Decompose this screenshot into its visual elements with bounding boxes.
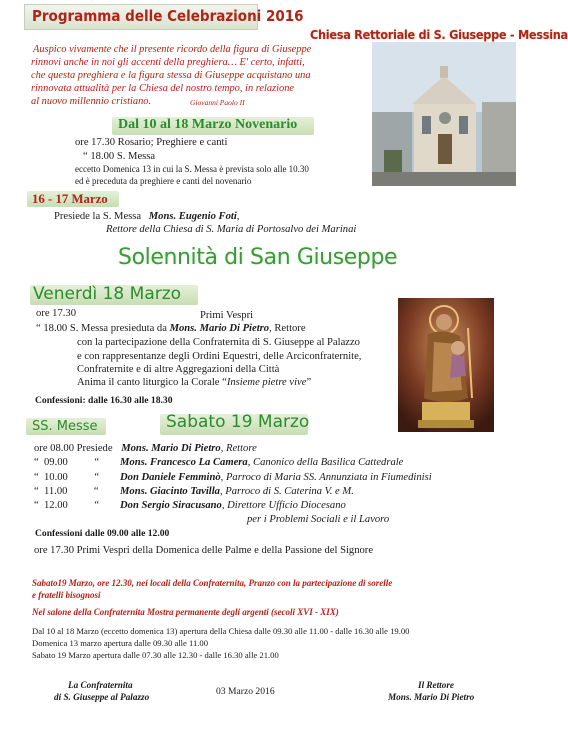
novena-note-1: eccetto Domenica 13 in cui la S. Messa è prevista solo alle 10.30	[75, 164, 309, 174]
opening-hours-1: Dal 10 al 18 Marzo (eccetto domenica 13) apertura della Chiesa dalle 09.30 alle 11.00 - dalle 16.30 alle 19.00	[32, 626, 410, 636]
mass-role-continued: per i Problemi Sociali e il Lavoro	[247, 514, 390, 525]
quote-line-3: che questa preghiera e la figura stessa di Giuseppe acquistano una	[31, 70, 311, 81]
solemnity-title: Solennità di San Giuseppe	[118, 245, 398, 270]
church-photo	[372, 42, 516, 186]
days16-17-presiede: Presiede la S. Messa Mons. Eugenio Foti,	[54, 211, 240, 222]
saturday-heading: Sabato 19 Marzo	[166, 412, 310, 432]
mass-time: “ 10.00 “	[34, 472, 100, 483]
friday-line-4: e con rappresentanze degli Ordini Equestri, delle Arciconfraternite,	[77, 351, 362, 362]
friday-line-3: con la partecipazione della Confraternita di S. Giuseppe al Palazzo	[77, 337, 360, 348]
novena-note-2: ed è preceduta da preghiere e canti del novenario	[75, 176, 252, 186]
friday-confessions: Confessioni: dalle 16.30 alle 18.30	[35, 395, 173, 406]
choir-prefix: Anima il canto liturgico la Corale “	[77, 377, 227, 388]
novena-heading: Dal 10 al 18 Marzo Novenario	[118, 117, 298, 132]
footer-rector-title: Il Rettore	[418, 680, 454, 690]
mass-row-1200	[34, 500, 346, 511]
days16-17-rettore: Rettore della Chiesa di S. Maria di Portosalvo dei Marinai	[106, 224, 357, 235]
mass-role: , Canonico della Basilica Cattedrale	[247, 457, 404, 468]
friday-heading: Venerdì 18 Marzo	[33, 284, 182, 304]
friday-choir	[77, 377, 311, 388]
mass-celebrant: Mons. Francesco La Camera	[120, 457, 248, 468]
mass-role: , Direttore Ufficio Diocesano	[221, 500, 346, 511]
mass-role: , Rettore	[220, 443, 257, 454]
mass-role: , Parroco di Maria SS. Annunziata in Fiumedinisi	[220, 472, 432, 483]
mass-row-1000	[34, 472, 432, 483]
footer-confraternity-1: La Confraternita	[68, 680, 133, 690]
friday-line-5: Confraternite e di altre Aggregazioni della Città	[77, 364, 280, 375]
footer-confraternity-2: di S. Giuseppe al Palazzo	[54, 692, 150, 702]
friday-mass	[36, 323, 306, 334]
mass-time: “ 11.00 “	[34, 486, 99, 497]
quote-line-1: Auspico vivamente che il presente ricordo della figura di Giuseppe	[33, 44, 312, 55]
mass-time: “ 12.00 “	[34, 500, 100, 511]
church-name: Chiesa Rettoriale di S. Giuseppe - Messina	[310, 27, 568, 42]
exhibit-notice: Nel salone della Confraternita Mostra permanente degli argenti (secoli XVI - XIX)	[32, 607, 339, 617]
mass-row-1100	[34, 486, 354, 497]
mass-celebrant: Mons. Mario Di Pietro	[121, 443, 221, 454]
presiede-label: Presiede la S. Messa	[54, 211, 142, 222]
choir-name: Insieme pietre vive	[226, 377, 307, 388]
mass-time: “ 09.00 “	[34, 457, 100, 468]
quote-line-2: rinnovi anche in noi gli accenti della preghiera… E' certo, infatti,	[31, 57, 305, 68]
novena-rosary: ore 17.30 Rosario; Preghiere e canti	[75, 137, 228, 148]
saturday-confessions: Confessioni dalle 09.00 alle 12.00	[35, 528, 170, 539]
saturday-vespers: ore 17.30 Primi Vespri della Domenica delle Palme e della Passione del Signore	[34, 545, 374, 556]
mass-row-0800	[34, 443, 257, 454]
celebrant-foti: Mons. Eugenio Foti	[148, 211, 237, 222]
footer-rector-name: Mons. Mario Di Pietro	[388, 692, 475, 702]
saint-joseph-statue-image	[398, 298, 494, 432]
friday-mass-prefix: “ 18.00 S. Messa presieduta da	[36, 323, 167, 334]
quote-line-5: al nuovo millennio cristiano.	[31, 96, 152, 107]
opening-hours-3: Sabato 19 Marzo apertura dalle 07.30 alle 12.30 - dalle 16.30 alle 21.00	[32, 650, 279, 660]
quote-line-4: rinnovata attualità per la Chiesa del nostro tempo, in relazione	[31, 83, 295, 94]
footer-date: 03 Marzo 2016	[216, 686, 275, 697]
lunch-notice-1: Sabato19 Marzo, ore 12.30, nei locali della Confraternita, Pranzo con la partecipazione di sorelle	[32, 578, 393, 588]
friday-mass-suffix: , Rettore	[269, 323, 306, 334]
quote-author: Giovanni Paolo II	[190, 98, 245, 107]
choir-suffix: ”	[306, 377, 312, 388]
mass-row-0900	[34, 457, 403, 468]
saint-statue-icon	[398, 298, 494, 432]
ss-messe-label: SS. Messe	[32, 419, 98, 434]
days16-17-heading: 16 - 17 Marzo	[32, 192, 108, 206]
program-title: Programma delle Celebrazioni 2016	[32, 7, 304, 25]
friday-mass-celebrant: Mons. Mario Di Pietro	[169, 323, 270, 334]
mass-time: ore 08.00 Presiede	[34, 443, 113, 454]
friday-vespers-event: Primi Vespri	[200, 310, 254, 321]
mass-celebrant: Mons. Giacinto Tavilla	[120, 486, 220, 497]
church-building-icon	[372, 42, 516, 186]
opening-hours-2: Domenica 13 marzo apertura dalle 09.30 alle 11.00	[32, 638, 209, 648]
friday-vespers-time: ore 17.30	[36, 308, 77, 319]
novena-mass: “ 18.00 S. Messa	[83, 151, 156, 162]
lunch-notice-2: e fratelli bisognosi	[32, 590, 101, 600]
mass-celebrant: Don Daniele Femminò	[120, 472, 221, 483]
mass-celebrant: Don Sergio Siracusano	[120, 500, 222, 511]
mass-role: , Parroco di S. Caterina V. e M.	[219, 486, 354, 497]
